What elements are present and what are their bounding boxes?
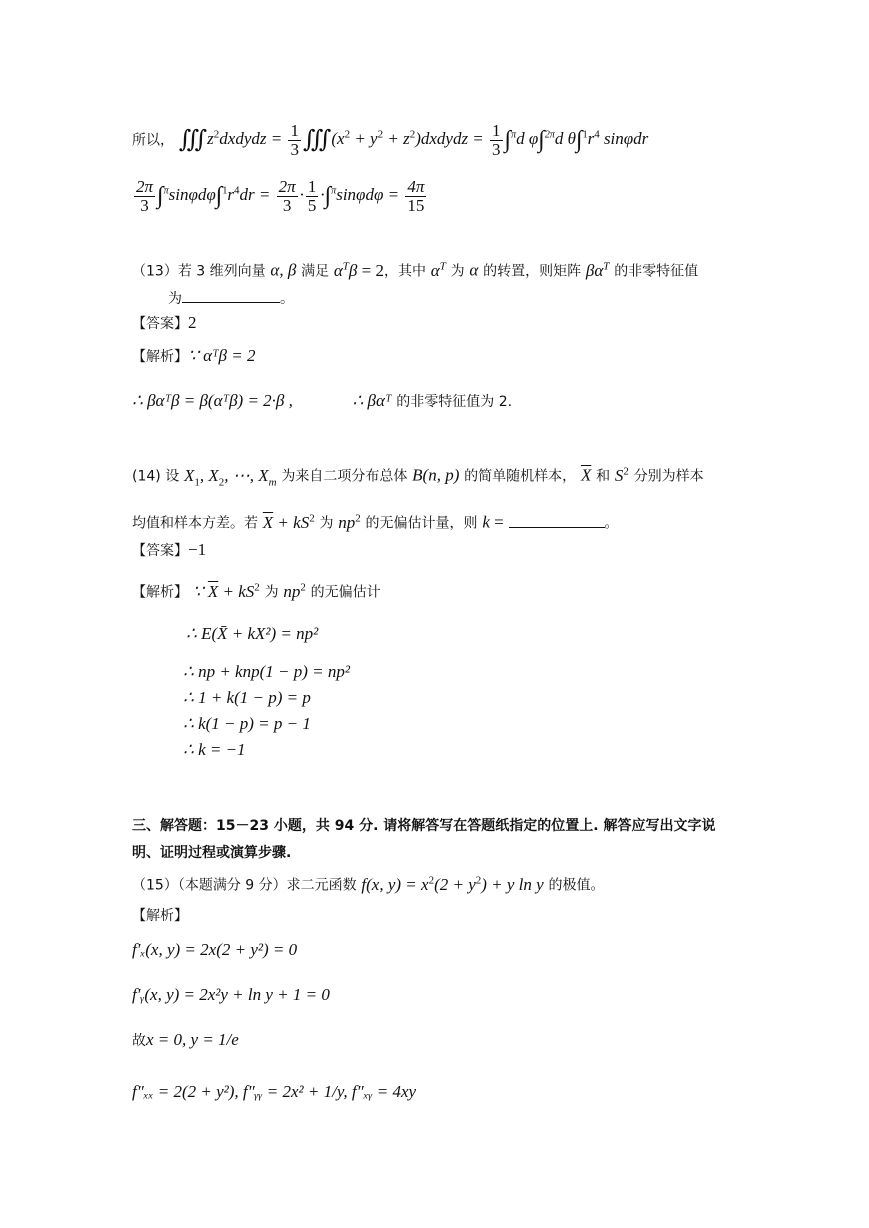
section-3-heading-line-1: 三、解答题：15－23 小题，共 94 分. 请将解答写在答题纸指定的位置上. 解答应写出文字说	[132, 818, 716, 834]
integral-equation-1: $∭z^2dxdydz$ = $\frac{1}{3}$ $∭(x^2 + y^2$ + $z^2)dxdydz$ = $\frac{1}{3}$ ∫$^\pi$d φ∫$^{2\pi}$d $\theta\int^1r^4$ sinφdr	[178, 121, 649, 159]
q15-solution: 故x = 0, y = 1/e	[132, 1030, 239, 1049]
integral-line-1	[132, 122, 648, 159]
q14-step-3: ∴ 1 + k(1 − p) = p	[183, 688, 311, 707]
q15-fy: f′ᵧ(x, y) = 2x²y + ln y + 1 = 0	[132, 985, 330, 1004]
q14-question-line-1: (14) 设 $X_1$, $X_2$, ⋯, $X_m$ 为来自二项分布总体 B(n, p) 的简单随机样本， $\overline{X}$ 和 $S^2$ 分别为样本	[132, 465, 704, 489]
q15-question: （15）（本题满分 9 分）求二元函数 f(x, $y) = x^2(2 + y^2) + y$ ln y 的极值。	[132, 874, 605, 894]
integral-line-2	[132, 178, 428, 215]
q15-second-derivatives: f″ₓₓ = 2(2 + y²), f″ᵧᵧ = 2x² + 1/y, f″ₓᵧ = 4xy	[132, 1082, 417, 1101]
q15-fx: f′ₓ(x, y) = 2x(2 + y²) = 0	[132, 940, 298, 959]
q15-analysis-label: 【解析】	[132, 908, 188, 924]
q14-step-5: ∴ k = −1	[183, 740, 246, 759]
integral-equation-2: $\frac{2\pi}{3}$ $\int^\pi\sin\varphi d\varphi\int^1r^4dr$ = $\frac{2\pi}{3}$ · $\frac{1}{5}$ ·∫$^\pi$sinφdφ = $\frac{4\pi}{15}$	[136, 177, 425, 215]
q13-answer-blank	[182, 288, 280, 303]
section-3-heading-line-2: 明、证明过程或演算步骤.	[132, 845, 292, 861]
q13-question-line-1: （13）若 3 维列向量 α, β 满足 $\alpha^T\beta = 2$，其中 $\alpha^T$ 为 α 的转置，则矩阵 $\beta\alpha^T$ 的非零特征值	[132, 260, 699, 280]
q14-step-2: ∴ np + knp(1 − p) = np²	[183, 662, 350, 681]
q13-question-line-2: 为 。	[168, 288, 294, 309]
q13-analysis-2: ∴ βαᵀβ = β(αᵀβ) = 2·β , ∴ βαᵀ 的非零特征值为 2.	[132, 391, 513, 410]
q14-question-line-2: 均值和样本方差。若 $\overline{X} + kS^2$ 为 $np^2$ 的无偏估计量，则 k = 。	[132, 512, 619, 532]
integral-prefix: 所以，	[132, 132, 174, 149]
q13-analysis-1: 【解析】∵ αᵀβ = 2	[132, 346, 256, 365]
q14-step-4: ∴ k(1 − p) = p − 1	[183, 714, 311, 733]
q14-answer-blank	[509, 513, 605, 528]
q14-step-1: ∴ E(X̄ + kX²) = np²	[186, 624, 319, 643]
q14-analysis-0: 【解析】 ∵ $\overline{X} + kS^2$ 为 $np^2$ 的无偏估计	[132, 581, 381, 601]
q14-answer: 【答案】−1	[132, 540, 207, 559]
q13-answer: 【答案】2	[132, 313, 197, 332]
